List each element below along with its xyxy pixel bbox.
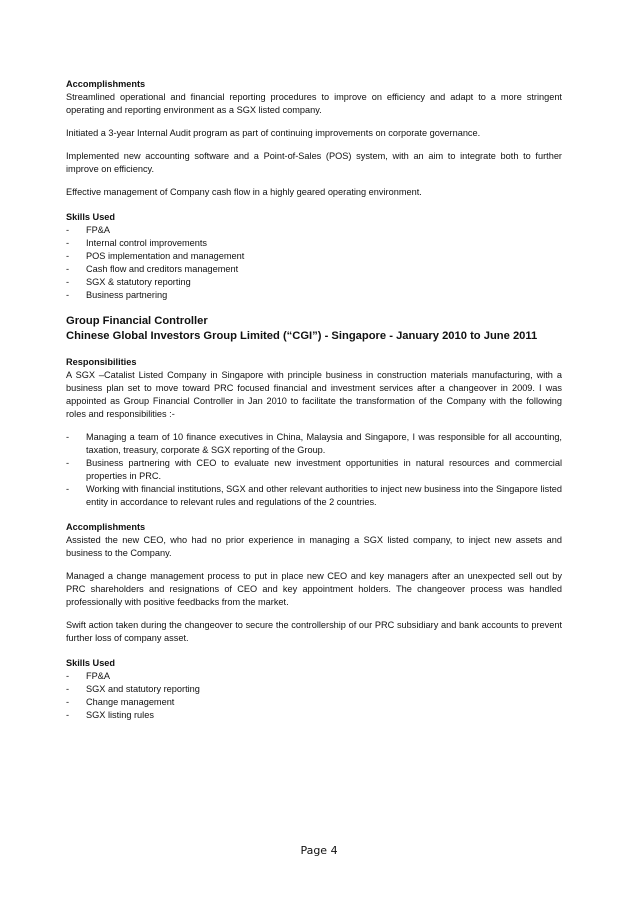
accomplishment-paragraph: Swift action taken during the changeover to secure the controllership of our PRC subsidiary and bank accounts to prevent further loss of company asset. [66, 620, 562, 643]
responsibilities-list [66, 431, 562, 509]
accomplishment-paragraph: Implemented new accounting software and a Point-of-Sales (POS) system, with an aim to integrate both to further improve on efficiency. [66, 151, 562, 174]
page-content [66, 78, 562, 722]
bullet-dash: - [66, 225, 70, 235]
role-title: Group Financial Controller [66, 315, 208, 327]
skills-heading: Skills Used [66, 212, 116, 222]
skill-label: POS implementation and management [86, 251, 245, 261]
skills-heading: Skills Used [66, 658, 116, 668]
responsibility-text: Working with financial institutions, SGX and other relevant authorities to inject new business into the Singapore listed entity in accordance to relevant rules and regulations of the 2 countries. [86, 484, 562, 507]
responsibility-item [66, 483, 562, 509]
bullet-dash: - [66, 432, 70, 442]
responsibility-text: Managing a team of 10 finance executives in China, Malaysia and Singapore, I was responsible for all accounting, taxation, treasury, corporate & SGX reporting of the Group. [86, 432, 562, 455]
bullet-dash: - [66, 251, 70, 261]
skill-label: FP&A [86, 671, 110, 681]
company-line: Chinese Global Investors Group Limited (“CGI”) - Singapore - January 2010 to June 2011 [66, 330, 538, 342]
skill-item [66, 263, 562, 276]
accomplishment-paragraph: Initiated a 3-year Internal Audit program as part of continuing improvements on corporate governance. [66, 128, 481, 138]
skill-label: FP&A [86, 225, 110, 235]
bullet-dash: - [66, 684, 70, 694]
skill-label: Internal control improvements [86, 238, 208, 248]
accomplishments-heading: Accomplishments [66, 522, 146, 532]
skill-item [66, 276, 562, 289]
accomplishments-heading: Accomplishments [66, 79, 146, 89]
responsibilities-intro: A SGX –Catalist Listed Company in Singapore with principle business in construction materials manufacturing, with a business plan set to move toward PRC focused financial and investment services after a changeover in 2009. I was appointed as Group Financial Controller in Jan 2010 to facilitate the transformation of the Company with the following roles and responsibilities :- [66, 370, 562, 419]
responsibility-item [66, 457, 562, 483]
bullet-dash: - [66, 264, 70, 274]
bullet-dash: - [66, 710, 70, 720]
skills-list [66, 670, 562, 722]
skill-label: Business partnering [86, 290, 168, 300]
page-number: Page 4 [300, 844, 338, 857]
responsibility-item [66, 431, 562, 457]
skill-item [66, 696, 562, 709]
accomplishment-paragraph: Assisted the new CEO, who had no prior experience in managing a SGX listed company, to inject new assets and business to the Company. [66, 535, 562, 558]
responsibility-text: Business partnering with CEO to evaluate new investment opportunities in natural resources and commercial properties in PRC. [86, 458, 562, 481]
bullet-dash: - [66, 458, 70, 468]
skill-item [66, 670, 562, 683]
skill-label: Cash flow and creditors management [86, 264, 239, 274]
skill-label: SGX and statutory reporting [86, 684, 200, 694]
skill-item [66, 709, 562, 722]
skill-item [66, 224, 562, 237]
bullet-dash: - [66, 277, 70, 287]
bullet-dash: - [66, 697, 70, 707]
bullet-dash: - [66, 484, 70, 494]
responsibilities-heading: Responsibilities [66, 357, 137, 367]
skill-label: SGX listing rules [86, 710, 154, 720]
accomplishment-paragraph: Managed a change management process to put in place new CEO and key managers after an unexpected sell out by PRC shareholders and resignations of CEO and key appointment holders. The changeover process was handled professionally with positive feedbacks from the market. [66, 571, 562, 607]
skill-item [66, 289, 562, 302]
skills-list [66, 224, 562, 302]
skill-item [66, 683, 562, 696]
skill-label: Change management [86, 697, 175, 707]
accomplishment-paragraph: Effective management of Company cash flow in a highly geared operating environment. [66, 187, 422, 197]
skill-item [66, 250, 562, 263]
bullet-dash: - [66, 238, 70, 248]
accomplishment-paragraph: Streamlined operational and financial reporting procedures to improve on efficiency and adapt to a more stringent operating and reporting environment as a SGX listed company. [66, 92, 562, 115]
bullet-dash: - [66, 671, 70, 681]
skill-item [66, 237, 562, 250]
skill-label: SGX & statutory reporting [86, 277, 191, 287]
bullet-dash: - [66, 290, 70, 300]
